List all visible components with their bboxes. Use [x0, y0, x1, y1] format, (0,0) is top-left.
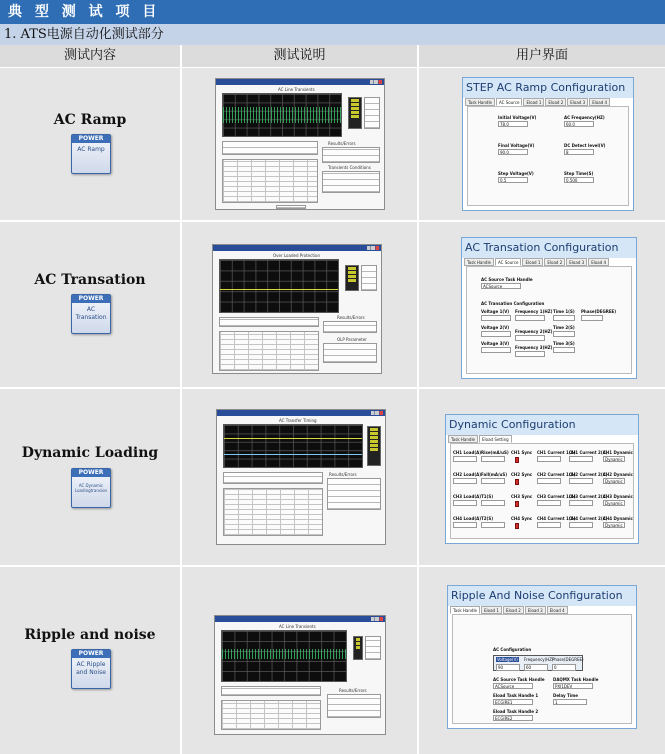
- test-screenshot: AC Line Transients Results/Errors Transients Conditions: [215, 78, 385, 210]
- value-field[interactable]: [453, 522, 477, 528]
- ac-frequency-field[interactable]: 60.0: [564, 121, 594, 127]
- value-field[interactable]: [537, 478, 561, 484]
- table-row: [0, 567, 665, 754]
- dynamic-field: CH2 Dynamic Dynamic: [603, 472, 633, 484]
- test-name: AC Transation: [34, 272, 146, 288]
- sync-indicator[interactable]: [515, 457, 519, 463]
- column-header-user-interface: 用户界面: [419, 45, 665, 67]
- dynamic-field: CH1 Current 2(A): [569, 450, 608, 462]
- dynamic-field: CH1 Dynamic Dynamic: [603, 450, 633, 462]
- test-screenshot: AC Line Transients Results/Errors: [214, 615, 386, 735]
- value-field[interactable]: [537, 522, 561, 528]
- value-field[interactable]: [481, 522, 505, 528]
- voltage-field[interactable]: 90: [496, 664, 520, 671]
- dynamic-field: CH3 Sync: [511, 494, 532, 507]
- tab-eload-3[interactable]: Eload 3: [567, 98, 588, 106]
- dynamic-field: T1(S): [481, 494, 505, 506]
- dynamic-field: CH4 Current 2(A): [569, 516, 608, 528]
- dynamic-mode-select[interactable]: Dynamic: [603, 500, 625, 506]
- dynamic-field: CH2 Load(A): [453, 472, 481, 484]
- tab-eload-3[interactable]: Eload 3: [525, 606, 546, 614]
- test-name: Dynamic Loading: [21, 445, 159, 461]
- value-field[interactable]: [481, 478, 505, 484]
- phase-field[interactable]: 0: [552, 664, 576, 671]
- value-field[interactable]: [569, 456, 593, 462]
- tab-eload-2[interactable]: Eload 2: [544, 258, 565, 266]
- power-module-icon: POWER AC Ripple and Noise: [71, 649, 111, 689]
- tab-ac-source[interactable]: AC Source: [496, 98, 522, 106]
- time-2-field[interactable]: [553, 331, 575, 337]
- column-header-test-content: 测试内容: [0, 45, 180, 67]
- tab-eload-1[interactable]: Eload 1: [523, 98, 544, 106]
- ac-source-handle-field[interactable]: ACSource: [481, 283, 521, 289]
- tab-eload-4[interactable]: Eload 4: [547, 606, 568, 614]
- tab-task-handle[interactable]: Task Handle: [464, 258, 494, 266]
- sync-indicator[interactable]: [515, 523, 519, 529]
- dynamic-mode-select[interactable]: Dynamic: [603, 478, 625, 484]
- power-module-icon: POWER AC Ramp: [71, 134, 111, 174]
- tab-eload-1[interactable]: Eload 1: [481, 606, 502, 614]
- delay-time-field[interactable]: 1: [553, 699, 587, 705]
- tab-eload-2[interactable]: Eload 2: [503, 606, 524, 614]
- tab-ac-source[interactable]: AC Source: [495, 258, 521, 266]
- ac-source-handle-field[interactable]: ACSource: [493, 683, 533, 689]
- test-screenshot: Over Loaded Protection Results/Errors OLP Parameter: [212, 244, 382, 374]
- voltage-2-field[interactable]: [481, 331, 511, 337]
- time-3-field[interactable]: [553, 347, 575, 353]
- user-interface-cell: [419, 222, 665, 387]
- section-heading: 1. ATS电源自动化测试部分: [0, 24, 665, 45]
- value-field[interactable]: [569, 478, 593, 484]
- test-description-cell: [182, 222, 417, 387]
- dynamic-field: CH1 Load(A): [453, 450, 481, 462]
- value-field[interactable]: [453, 500, 477, 506]
- test-content-cell: [0, 222, 180, 387]
- config-dialog: STEP AC Ramp Configuration Task Handle AC Source Eload 1 Eload 2 Eload 3 Eload 4 Initial Voltage(V) 78.0 AC Frequency(HZ) 60.0 Final Voltage(V) 90.0 DC Detect level(V) 8 Step Voltage(V) 0.5 Step Time(S) 0.500: [462, 77, 634, 211]
- value-field[interactable]: [481, 456, 505, 462]
- value-field[interactable]: [569, 522, 593, 528]
- dynamic-field: CH3 Current 1(A): [537, 494, 576, 506]
- test-content-cell: [0, 567, 180, 754]
- tab-task-handle[interactable]: Task Handle: [448, 435, 478, 443]
- page-title: 典 型 测 试 项 目: [0, 0, 665, 24]
- config-dialog: Ripple And Noise Configuration Task Handle Eload 1 Eload 2 Eload 3 Eload 4 AC Configuration Voltage(V) Frequency(HZ) Phase(DEGREE) 90 60 0 AC Source Task Handle ACSource DAQMX Task Handle PXI1DEV Eload Task Handle 1 ECGIRE1 Delay Time 1 Eload Task Handle 2 ECGIRE2: [447, 585, 637, 729]
- tab-eload-3[interactable]: Eload 3: [566, 258, 587, 266]
- table-row: [0, 68, 665, 220]
- frequency-1-field[interactable]: [515, 315, 545, 321]
- final-voltage-field[interactable]: 90.0: [498, 149, 528, 155]
- value-field[interactable]: [569, 500, 593, 506]
- phase-field[interactable]: [581, 315, 603, 321]
- tab-eload-2[interactable]: Eload 2: [545, 98, 566, 106]
- tab-task-handle[interactable]: Task Handle: [465, 98, 495, 106]
- test-description-cell: [182, 68, 417, 220]
- frequency-field[interactable]: 60: [524, 664, 548, 671]
- tab-eload-setting[interactable]: Eload Setting: [479, 435, 512, 443]
- frequency-2-field[interactable]: [515, 335, 545, 341]
- step-time-field[interactable]: 0.500: [564, 177, 594, 183]
- dynamic-field: T2(S): [481, 516, 505, 528]
- test-description-cell: [182, 567, 417, 754]
- dynamic-field: CH1 Sync: [511, 450, 532, 463]
- dynamic-field: CH2 Current 1(A): [537, 472, 576, 484]
- tab-eload-4[interactable]: Eload 4: [588, 258, 609, 266]
- config-dialog: AC Transation Configuration Task Handle AC Source Eload 1 Eload 2 Eload 3 Eload 4 AC Source Task Handle ACSource AC Transation Configuration Voltage 1(V) Frequency 1(HZ) Time 1(S) Phase(DEGREE) Voltage 2(V) Frequency 2(HZ) Time 2(S) Voltage 3(V) Frequency 3(HZ) Time 3(S): [461, 237, 637, 379]
- table-row: [0, 389, 665, 565]
- value-field[interactable]: [453, 456, 477, 462]
- tab-eload-4[interactable]: Eload 4: [589, 98, 610, 106]
- value-field[interactable]: [481, 500, 505, 506]
- dynamic-field: CH4 Load(A): [453, 516, 481, 528]
- dynamic-field: CH2 Current 2(A): [569, 472, 608, 484]
- tab-task-handle[interactable]: Task Handle: [450, 606, 480, 614]
- user-interface-cell: [419, 389, 665, 565]
- user-interface-cell: [419, 567, 665, 754]
- voltage-3-field[interactable]: [481, 347, 511, 353]
- test-screenshot: AC Transfer Timing Results/Errors: [216, 409, 386, 545]
- table-row: [0, 222, 665, 387]
- dynamic-field: CH2 Sync: [511, 472, 532, 485]
- dynamic-mode-select[interactable]: Dynamic: [603, 456, 625, 462]
- dynamic-field: CH1 Current 1(A): [537, 450, 576, 462]
- time-1-field[interactable]: [553, 315, 575, 321]
- test-name: AC Ramp: [53, 112, 127, 128]
- dynamic-field: CH4 Sync: [511, 516, 532, 529]
- dynamic-field: Fall(mA/uS): [481, 472, 507, 484]
- column-header-test-description: 测试说明: [182, 45, 417, 67]
- test-content-cell: [0, 68, 180, 220]
- dynamic-field: CH3 Load(A): [453, 494, 481, 506]
- daqmx-handle-field[interactable]: PXI1DEV: [553, 683, 593, 689]
- initial-voltage-field[interactable]: 78.0: [498, 121, 528, 127]
- config-dialog: Dynamic Configuration Task Handle Eload Setting CH1 Load(A) Rise(mA/uS) CH1 Sync CH1 Current 1(A) CH1 Current 2(A) CH1 Dynamic Dynamic CH2 Load(A) Fall(mA/uS) CH2 Sync CH2 Current 1(A) CH2 Current 2(A) CH2 Dynamic Dynamic CH3 Load(A) T1(S) CH3 Sync CH3 Current 1(A) CH3 Current 2(A) CH3 Dynamic Dynamic CH4 Load(A) T2(S) CH4 Sync CH4 Current 1(A) CH4 Current 2(A) CH4 Dynamic Dynamic: [445, 414, 639, 544]
- power-module-icon: POWER AC Transation: [71, 294, 111, 334]
- step-voltage-field[interactable]: 0.5: [498, 177, 528, 183]
- test-name: Ripple and noise: [24, 627, 156, 643]
- user-interface-cell: [419, 68, 665, 220]
- value-field[interactable]: [537, 456, 561, 462]
- voltage-1-field[interactable]: [481, 315, 511, 321]
- dynamic-mode-select[interactable]: Dynamic: [603, 522, 625, 528]
- sync-indicator[interactable]: [515, 501, 519, 507]
- dynamic-field: CH4 Dynamic Dynamic: [603, 516, 633, 528]
- sync-indicator[interactable]: [515, 479, 519, 485]
- dynamic-field: CH4 Current 1(A): [537, 516, 576, 528]
- frequency-3-field[interactable]: [515, 351, 545, 357]
- value-field[interactable]: [537, 500, 561, 506]
- table-header: [0, 45, 665, 67]
- power-module-icon: POWER AC Dynamic Loadingtransion: [71, 468, 111, 508]
- eload-handle-1-field[interactable]: ECGIRE1: [493, 699, 533, 705]
- dc-detect-level-field[interactable]: 8: [564, 149, 594, 155]
- test-content-cell: [0, 389, 180, 565]
- dynamic-field: Rise(mA/uS): [481, 450, 509, 462]
- test-description-cell: [182, 389, 417, 565]
- value-field[interactable]: [453, 478, 477, 484]
- tab-eload-1[interactable]: Eload 1: [522, 258, 543, 266]
- eload-handle-2-field[interactable]: ECGIRE2: [493, 715, 533, 721]
- dynamic-field: CH3 Dynamic Dynamic: [603, 494, 633, 506]
- dynamic-field: CH3 Current 2(A): [569, 494, 608, 506]
